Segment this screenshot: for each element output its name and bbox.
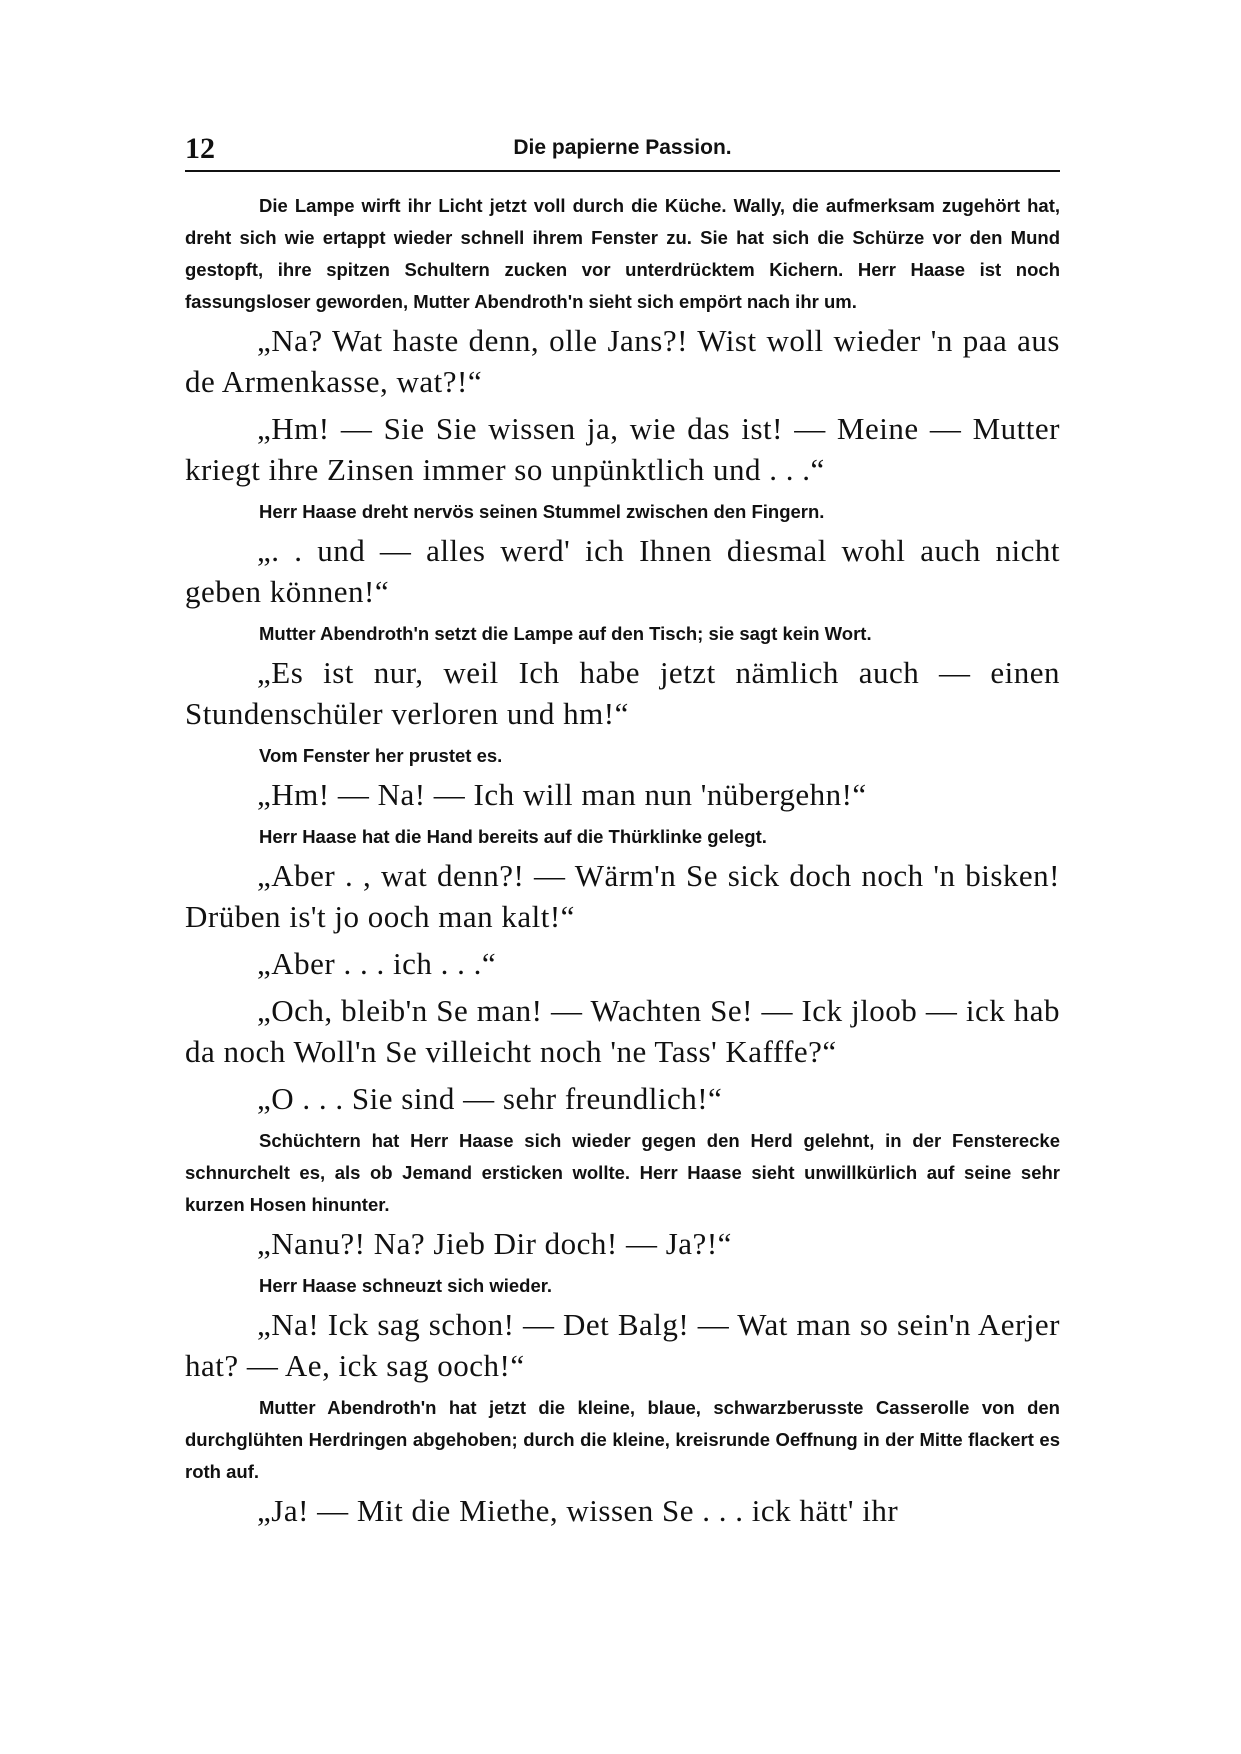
page-header — [185, 130, 1060, 172]
stage-direction: Mutter Abendroth'n setzt die Lampe auf den Tisch; sie sagt kein Wort. — [259, 623, 872, 644]
dialogue-line: „Na? Wat haste denn, olle Jans?! Wist woll wieder 'n paa aus de Armenkasse, wat?!“ — [185, 323, 1060, 399]
dialogue-line: „Aber . . . ich . . .“ — [257, 946, 497, 981]
dialogue-line: „Es ist nur, weil Ich habe jetzt nämlich auch — einen Stundenschüler verloren und hm!“ — [185, 655, 1060, 731]
dialogue-line: „. . und — alles werd' ich Ihnen diesmal wohl auch nicht geben können!“ — [185, 533, 1060, 609]
stage-direction: Herr Haase dreht nervös seinen Stummel zwischen den Fingern. — [259, 501, 825, 522]
dialogue-line: „O . . . Sie sind — sehr freundlich!“ — [257, 1081, 723, 1116]
stage-direction: Herr Haase hat die Hand bereits auf die Thürklinke gelegt. — [259, 826, 767, 847]
book-page — [185, 130, 1060, 1537]
dialogue-line: „Ja! — Mit die Miethe, wissen Se . . . ick hätt' ihr — [257, 1493, 899, 1528]
stage-direction: Vom Fenster her prustet es. — [259, 745, 503, 766]
page-number: 12 — [185, 132, 215, 165]
dialogue-line: „Aber . , wat denn?! — Wärm'n Se sick doch noch 'n bisken! Drüben is't jo ooch man kalt!“ — [185, 858, 1060, 934]
running-title: Die papierne Passion. — [513, 136, 732, 159]
page-body — [185, 190, 1060, 1531]
stage-direction: Schüchtern hat Herr Haase sich wieder gegen den Herd gelehnt, in der Fensterecke schnurchelt es, als ob Jemand ersticken wollte. Herr Haase sieht unwillkürlich auf seine sehr kurzen Hosen hinunter. — [185, 1130, 1060, 1215]
dialogue-line: „Hm! — Na! — Ich will man nun 'nübergehn!“ — [257, 777, 867, 812]
dialogue-line: „Na! Ick sag schon! — Det Balg! — Wat man so sein'n Aerjer hat? — Ae, ick sag ooch!“ — [185, 1307, 1060, 1383]
stage-direction: Die Lampe wirft ihr Licht jetzt voll durch die Küche. Wally, die aufmerksam zugehört hat, dreht sich wie ertappt wieder schnell ihrem Fenster zu. Sie hat sich die Schürze vor den Mund gestopft, ihre spitzen Schultern zucken vor unterdrücktem Kichern. Herr Haase ist noch fassungsloser geworden, Mutter Abendroth'n sieht sich empört nach ihr um. — [185, 195, 1060, 312]
stage-direction: Mutter Abendroth'n hat jetzt die kleine, blaue, schwarzberusste Casserolle von den durchglühten Herdringen abgehoben; durch die kleine, kreisrunde Oeffnung in der Mitte flackert es roth auf. — [185, 1397, 1060, 1482]
stage-direction: Herr Haase schneuzt sich wieder. — [259, 1275, 553, 1296]
dialogue-line: „Och, bleib'n Se man! — Wachten Se! — Ick jloob — ick hab da noch Woll'n Se villeicht noch 'ne Tass' Kafffe?“ — [185, 993, 1060, 1069]
dialogue-line: „Hm! — Sie Sie wissen ja, wie das ist! — Meine — Mutter kriegt ihre Zinsen immer so unpünktlich und . . .“ — [185, 411, 1060, 487]
dialogue-line: „Nanu?! Na? Jieb Dir doch! — Ja?!“ — [257, 1226, 732, 1261]
